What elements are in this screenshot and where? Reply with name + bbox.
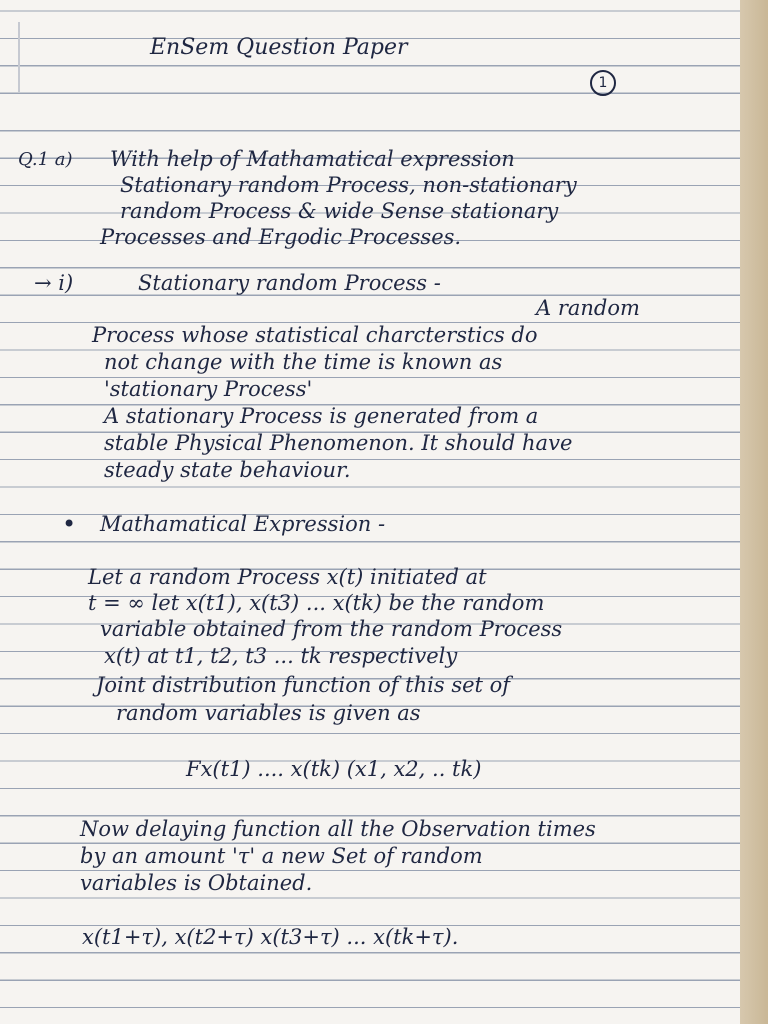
- expression-line: random variables is given as: [116, 701, 421, 725]
- page-title: EnSem Question Paper: [150, 35, 408, 60]
- expression-line: variable obtained from the random Process: [100, 617, 563, 641]
- expression-line: Let a random Process x(t) initiated at: [88, 565, 487, 589]
- question-line: Stationary random Process, non-stationary: [120, 173, 577, 197]
- answer-heading: Stationary random Process -: [138, 271, 441, 295]
- expression-line: Joint distribution function of this set of: [96, 673, 511, 697]
- expression-formula: Fx(t1) .... x(tk) (x1, x2, .. tk): [186, 757, 482, 781]
- definition-line: A stationary Process is generated from a: [104, 404, 539, 428]
- bullet-point: •: [62, 510, 77, 538]
- question-line: random Process & wide Sense stationary: [120, 199, 559, 223]
- expression-line: by an amount 'τ' a new Set of random: [80, 844, 483, 868]
- definition-line: not change with the time is known as: [104, 350, 503, 374]
- page-number: 1: [590, 70, 616, 96]
- definition-line: steady state behaviour.: [104, 458, 351, 482]
- question-line: With help of Mathamatical expression: [110, 147, 515, 171]
- answer-arrow: → i): [34, 271, 74, 295]
- expression-formula: x(t1+τ), x(t2+τ) x(t3+τ) ... x(tk+τ).: [82, 925, 459, 949]
- expression-line: t = ∞ let x(t1), x(t3) ... x(tk) be the random: [88, 591, 545, 615]
- question-line: Processes and Ergodic Processes.: [100, 225, 462, 249]
- margin-mark: [18, 22, 20, 92]
- expression-line: x(t) at t1, t2, t3 ... tk respectively: [104, 644, 458, 668]
- definition-line: Process whose statistical charcterstics do: [92, 323, 538, 347]
- expression-line: Now delaying function all the Observation times: [80, 817, 596, 841]
- expression-line: variables is Obtained.: [80, 871, 313, 895]
- definition-line: 'stationary Process': [104, 377, 313, 401]
- question-label: Q.1 a): [18, 149, 73, 170]
- definition-line: stable Physical Phenomenon. It should have: [104, 431, 573, 455]
- definition-line: A random: [536, 296, 640, 320]
- desk-background: [740, 0, 768, 1024]
- expression-heading: Mathamatical Expression -: [100, 512, 386, 536]
